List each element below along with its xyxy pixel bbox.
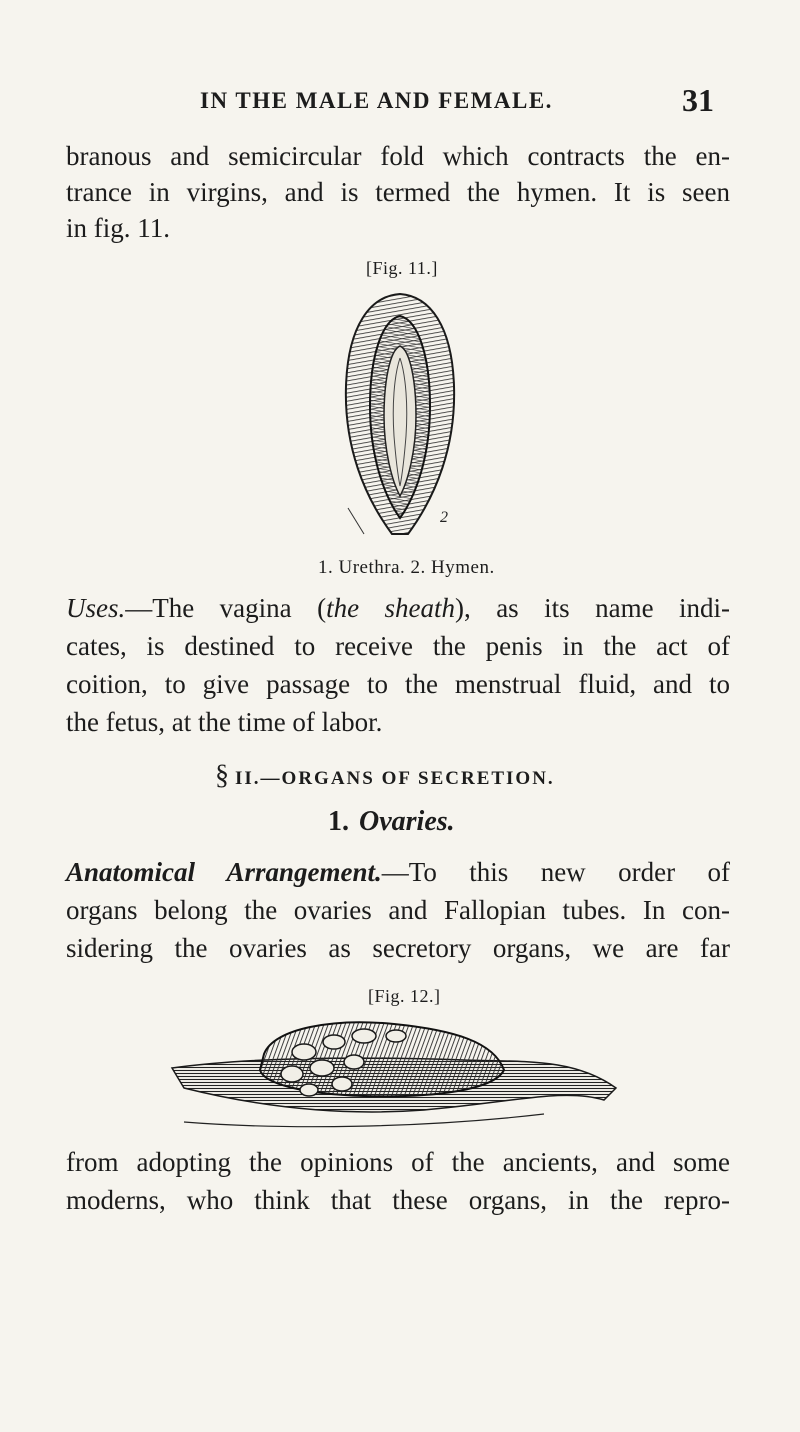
running-title: IN THE MALE AND FEMALE. bbox=[200, 88, 553, 113]
paragraph-2-line-2: cates, is destined to receive the penis in the act of bbox=[66, 631, 730, 661]
paragraph-1-line-1: branous and semicircular fold which contracts the en- bbox=[66, 141, 730, 171]
paragraph-2-line-1-end: ), as its name indi- bbox=[455, 593, 730, 623]
running-head bbox=[200, 82, 720, 118]
paragraph-3-line-2: organs belong the ovaries and Fallopian tubes. In con- bbox=[66, 895, 730, 925]
paragraph-3-line-3: sidering the ovaries as secretory organs, we are far bbox=[66, 933, 730, 963]
subheading-number: 1. bbox=[328, 806, 349, 837]
section-title: II.—ORGANS OF SECRETION. bbox=[235, 768, 555, 789]
the-sheath: the sheath bbox=[326, 593, 456, 623]
figure-12-illustration bbox=[164, 1018, 624, 1128]
paragraph-1-line-3: in fig. 11. bbox=[66, 213, 170, 243]
paragraph-1-line-2: trance in virgins, and is termed the hymen. It is seen bbox=[66, 177, 730, 207]
paragraph-2-line-1 bbox=[66, 590, 730, 626]
paragraph-2-line-4: the fetus, at the time of labor. bbox=[66, 707, 383, 737]
anatomical-arrangement-lead: Anatomical Arrangement. bbox=[66, 857, 382, 887]
figure-11-illustration bbox=[330, 286, 470, 546]
section-symbol: § bbox=[215, 760, 229, 791]
paragraph-3-line-1-rest: —To this new order of bbox=[381, 857, 730, 887]
figure-11-label-2: 2 bbox=[440, 509, 448, 526]
figure-11-legend: 1. Urethra. 2. Hymen. bbox=[318, 557, 495, 578]
paragraph-2-line-1-rest: —The vagina ( bbox=[125, 593, 327, 623]
uses-lead: Uses. bbox=[66, 593, 126, 623]
paragraph-4-line-2: moderns, who think that these organs, in the repro- bbox=[66, 1185, 730, 1215]
page-number: 31 bbox=[682, 82, 714, 118]
section-heading bbox=[215, 760, 555, 792]
ovaries-subheading bbox=[328, 806, 455, 838]
paragraph-3-line-1 bbox=[66, 854, 730, 890]
figure-12-caption: [Fig. 12.] bbox=[368, 986, 441, 1006]
figure-11-caption: [Fig. 11.] bbox=[366, 258, 438, 278]
paragraph-2-line-3: coition, to give passage to the menstrual fluid, and to bbox=[66, 669, 730, 699]
subheading-title: Ovaries. bbox=[359, 806, 455, 837]
paragraph-4-line-1: from adopting the opinions of the ancients, and some bbox=[66, 1147, 730, 1177]
